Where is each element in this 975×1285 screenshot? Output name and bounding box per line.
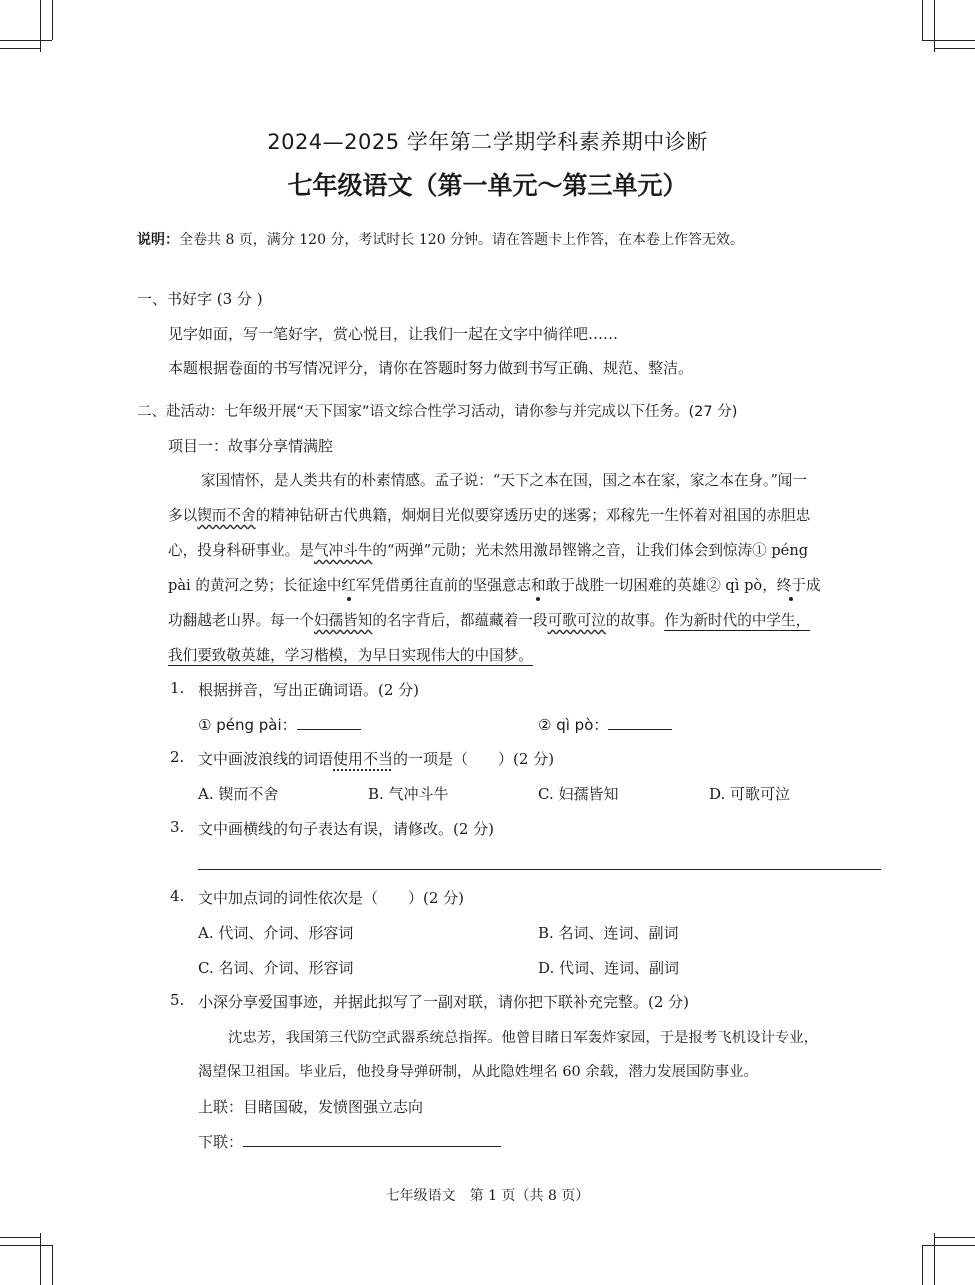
crop-mark	[52, 1245, 53, 1285]
q5-text: 小深分享爱国事迹，并据此拟写了一副对联，请你把下联补充完整。(2 分)	[198, 993, 690, 1011]
emphasis-dotted: 使用不当	[333, 750, 394, 768]
crop-mark	[922, 0, 923, 40]
crop-mark	[935, 1237, 975, 1238]
crop-mark	[922, 1245, 975, 1246]
dotted-word-2: 和	[531, 577, 546, 594]
q2-option-b[interactable]: B. 气冲斗牛	[368, 785, 449, 803]
exam-subtitle: 七年级语文（第一单元～第三单元）	[287, 171, 688, 200]
q5-story-line-2: 渴望保卫祖国。毕业后，他投身导弹研制，从此隐姓埋名 60 余载，潜力发展国防事业。	[198, 1064, 758, 1080]
section2-heading: 二、赴活动：七年级开展“天下国家”语文综合性学习活动，请你参与并完成以下任务。(27 分)	[137, 404, 738, 420]
crop-mark	[934, 1233, 935, 1285]
passage-line-4: pài 的黄河之势；长征途中红军凭借勇往直前的坚强意志和敢于战胜一切困难的英雄② qì pò，终于成	[168, 577, 821, 594]
q5-story-line-1: 沈忠芳，我国第三代防空武器系统总指挥。他曾目睹日军轰炸家园，于是报考飞机设计专业，	[228, 1030, 819, 1046]
page-footer: 七年级语文 第 1 页（共 8 页）	[385, 1188, 590, 1204]
q1-blank-a[interactable]: ① péng pài：	[198, 714, 361, 735]
dotted-word-3: 终于	[776, 577, 806, 594]
answer-blank[interactable]	[243, 1146, 501, 1147]
q5-upper-couplet: 上联：目睹国破，发愤图强立志向	[198, 1098, 424, 1116]
crop-mark	[922, 1245, 923, 1285]
crop-mark	[922, 40, 975, 41]
crop-mark	[935, 48, 975, 49]
passage-line-5: 功翻越老山界。每一个妇孺皆知的名字背后，都蕴藏着一段可歌可泣的故事。作为新时代的中学生，	[168, 612, 811, 629]
q3-answer-line[interactable]	[198, 869, 881, 870]
passage-line-3: 心，投身科研事业。是气冲斗牛的“两弹”元勋；光未然用激昂铿锵之音，让我们体会到惊涛① péng	[168, 542, 809, 559]
q4-option-c[interactable]: C. 名词、介词、形容词	[198, 959, 354, 977]
q1-number: 1.	[170, 679, 185, 697]
wavy-word-1: 锲而不舍	[197, 507, 256, 524]
q3-text: 文中画横线的句子表达有误，请修改。(2 分)	[198, 820, 495, 838]
crop-mark	[40, 0, 41, 52]
crop-mark	[52, 0, 53, 40]
section1-heading: 一、书好字 (3 分 )	[137, 290, 263, 308]
q4-option-a[interactable]: A. 代词、介词、形容词	[198, 924, 354, 942]
note-label: 说明：	[137, 232, 179, 248]
q4-text: 文中加点词的词性依次是（ ）(2 分)	[198, 889, 465, 907]
q2-option-c[interactable]: C. 妇孺皆知	[538, 785, 619, 803]
underlined-sentence-part2: 我们要致敬英雄，学习楷模，为早日实现伟大的中国梦。	[168, 647, 533, 664]
section1-line2: 本题根据卷面的书写情况评分，请你在答题时努力做到书写正确、规范、整洁。	[168, 359, 694, 377]
section1-line1: 见字如面，写一笔好字，赏心悦目，让我们一起在文字中徜徉吧……	[168, 325, 619, 343]
q1-blank-b[interactable]: ② qì pò：	[538, 714, 672, 735]
passage-line-2: 多以锲而不舍的精神钻研古代典籍，炯炯目光似要穿透历史的迷雾；邓稼先一生怀着对祖国的赤胆忠	[168, 507, 811, 524]
wavy-word-3: 妇孺皆知	[313, 612, 373, 629]
crop-mark	[0, 40, 52, 41]
q2-option-d[interactable]: D. 可歌可泣	[709, 785, 791, 803]
passage-line-6	[168, 644, 883, 665]
crop-mark	[0, 48, 40, 49]
exam-title: 2024—2025 学年第二学期学科素养期中诊断	[267, 130, 708, 154]
passage-line-1: 家国情怀，是人类共有的朴素情感。孟子说：“天下之本在国，国之本在家，家之本在身。”闻一	[201, 472, 807, 489]
crop-mark	[40, 1233, 41, 1285]
q2-text: 文中画波浪线的词语使用不当的一项是（ ）(2 分)	[198, 750, 555, 768]
q2-option-a[interactable]: A. 锲而不舍	[198, 785, 279, 803]
q4-option-d[interactable]: D. 代词、连词、副词	[538, 959, 680, 977]
project1-title: 项目一：故事分享情满腔	[168, 437, 334, 455]
underlined-sentence-part1: 作为新时代的中学生，	[664, 612, 811, 629]
note-text: 全卷共 8 页，满分 120 分，考试时长 120 分钟。请在答题卡上作答，在本卷上作答无效。	[179, 232, 745, 248]
crop-mark	[0, 1237, 40, 1238]
q4-number: 4.	[170, 887, 185, 905]
dotted-word-1: 红	[341, 577, 356, 594]
wavy-word-4: 可歌可泣	[547, 612, 606, 629]
answer-blank[interactable]	[297, 729, 361, 730]
answer-blank[interactable]	[608, 729, 672, 730]
q4-option-b[interactable]: B. 名词、连词、副词	[538, 924, 679, 942]
crop-mark	[934, 0, 935, 52]
q5-lower-couplet[interactable]: 下联：	[198, 1131, 501, 1152]
wavy-word-2: 气冲斗牛	[313, 542, 373, 559]
q3-number: 3.	[170, 818, 185, 836]
q2-number: 2.	[170, 748, 185, 766]
q5-number: 5.	[170, 991, 185, 1009]
q1-text: 根据拼音，写出正确词语。(2 分)	[198, 681, 420, 699]
exam-note	[137, 229, 744, 249]
crop-mark	[0, 1245, 52, 1246]
